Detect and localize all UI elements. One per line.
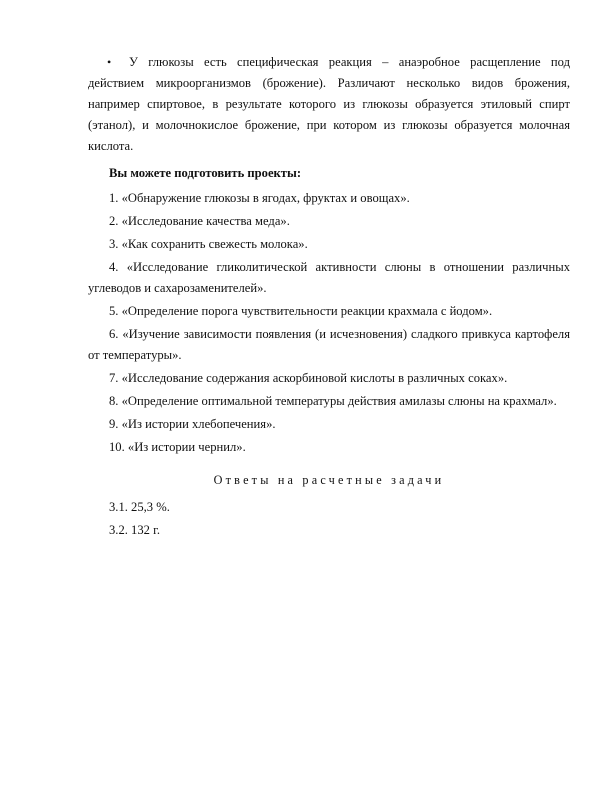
list-item: 3. «Как сохранить свежесть молока». [109,237,308,251]
list-item: 10. «Из истории чернил». [109,440,246,454]
answer-item: 3.1. 25,3 %. [109,500,170,514]
glucose-fermentation-paragraph [88,52,570,157]
answer-item: 3.2. 132 г. [109,523,160,537]
projects-list [88,188,570,458]
list-item: 9. «Из истории хлебопечения». [109,417,276,431]
list-item: 7. «Исследование содержания аскорбиновой кислоты в различных соках». [109,371,508,385]
bullet-icon: • [107,55,112,69]
list-item: 4. «Исследование гликолитической активности слюны в отношении различных углеводов и сахарозаменителей». [88,260,570,295]
list-item: 5. «Определение порога чувствительности реакции крахмала с йодом». [109,304,493,318]
document-body [88,52,570,543]
list-item: 2. «Исследование качества меда». [109,214,290,228]
list-item: 8. «Определение оптимальной температуры действия амилазы слюны на крахмал». [109,394,557,408]
list-item: 1. «Обнаружение глюкозы в ягодах, фруктах и овощах». [109,191,410,205]
list-item: 6. «Изучение зависимости появления (и исчезновения) сладкого привкуса картофеля от температуры». [88,327,570,362]
projects-heading: Вы можете подготовить проекты: [109,166,302,180]
answers-heading: Ответы на расчетные задачи [213,473,445,487]
paragraph-text: У глюкозы есть специфическая реакция – анаэробное расщепление под действием микроорганизмов (брожение). Различают несколько видов брожения, например спиртовое, в результате которого из глюкозы образуется этиловый спирт (этанол), и молочнокислое брожение, при котором из глюкозы образуется молочная кислота. [88,55,570,153]
